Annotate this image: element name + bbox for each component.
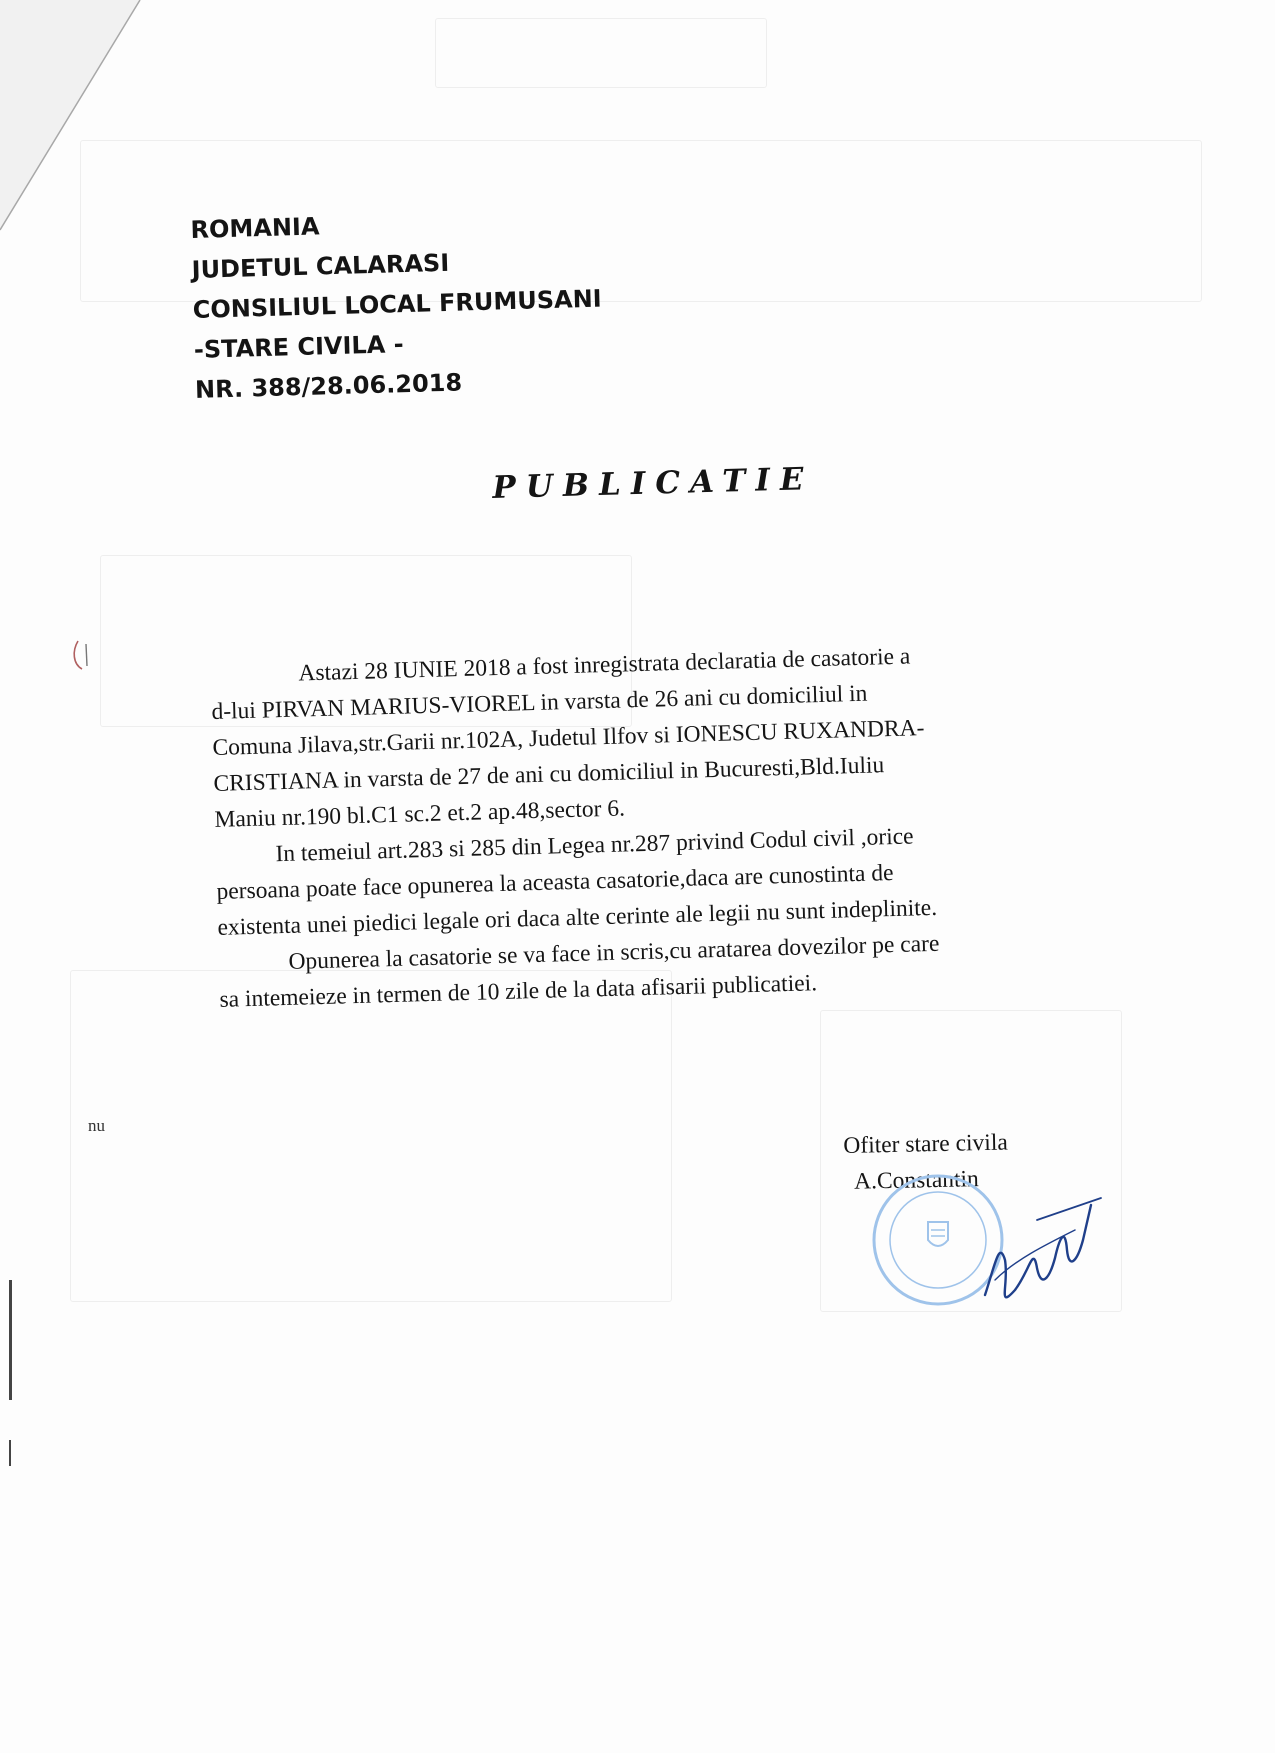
- handwritten-signature: [975, 1170, 1105, 1320]
- header-country: ROMANIA: [190, 212, 320, 244]
- body-line: Maniu nr.190 bl.C1 sc.2 et.2 ap.48,sector 6.: [214, 795, 626, 833]
- header-council: CONSILIUL LOCAL FRUMUSANI: [192, 284, 602, 324]
- body-line: CRISTIANA in varsta de 27 de ani cu domiciliul in Bucuresti,Bld.Iuliu: [213, 752, 885, 797]
- scan-edge-mark: [9, 1440, 11, 1466]
- bleed-through-box: [70, 970, 672, 1302]
- signer-name: A.Constantin: [853, 1166, 980, 1195]
- header-county: JUDETUL CALARASI: [191, 248, 450, 284]
- body-line: persoana poate face opunerea la aceasta casatorie,daca are cunostinta de: [216, 860, 894, 905]
- pencil-mark-icon: [68, 636, 98, 676]
- document-title: PUBLICATIE: [492, 461, 814, 506]
- bleed-through-box: [435, 18, 767, 88]
- body-line: d-lui PIRVAN MARIUS-VIOREL in varsta de 26 ani cu domiciliul in: [211, 680, 868, 725]
- header-registration-number: NR. 388/28.06.2018: [194, 368, 463, 404]
- issuer-header: [190, 199, 604, 410]
- scan-edge-mark: [9, 1280, 12, 1400]
- signer-role: Ofiter stare civila: [843, 1129, 1009, 1159]
- body-line: Opunerea la casatorie se va face in scris,cu aratarea dovezilor pe care: [288, 930, 940, 975]
- body-line: In temeiul art.283 si 285 din Legea nr.287 privind Codul civil ,orice: [275, 823, 914, 868]
- body-line: sa intemeieze in termen de 10 zile de la data afisarii publicatiei.: [219, 970, 818, 1013]
- publication-body: [210, 633, 1100, 1017]
- body-line: Astazi 28 IUNIE 2018 a fost inregistrata declaratia de casatorie a: [298, 643, 911, 687]
- body-line: Comuna Jilava,str.Garii nr.102A, Judetul Ilfov si IONESCU RUXANDRA-: [212, 715, 925, 761]
- margin-note: nu: [88, 1116, 105, 1135]
- body-line: existenta unei piedici legale ori daca alte cerinte ale legii nu sunt indeplinite.: [217, 894, 938, 941]
- header-department: -STARE CIVILA -: [193, 330, 405, 364]
